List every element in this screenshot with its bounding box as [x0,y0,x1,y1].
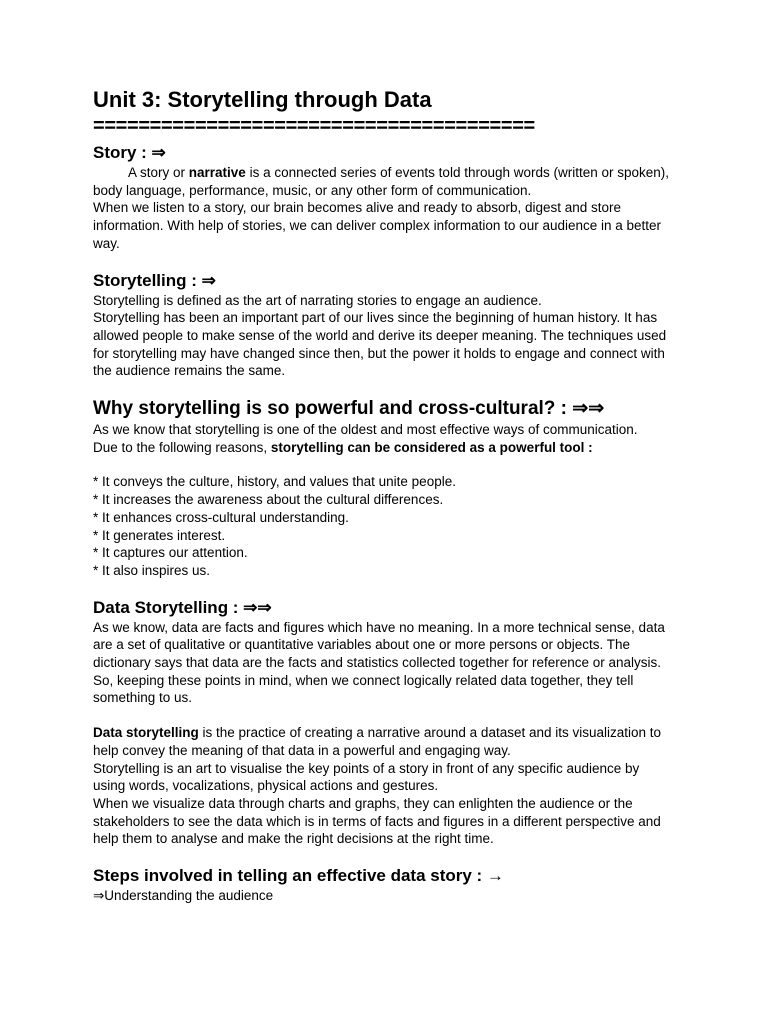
data-story-paragraph-1: As we know, data are facts and figures which have no meaning. In a more technical sense, data are a set of qualitative or quantitative variables about one or more persons or objects. The dictionary says that data are the facts and statistics collected together for reference or analysis. [93,619,665,671]
story-p1-text: A story or [128,165,189,180]
why-p2-text: Due to the following reasons, [93,439,271,455]
section-why [93,421,673,580]
list-item: * It captures our attention. [93,545,248,561]
page-title: Unit 3: Storytelling through Data [93,87,432,112]
data-story-p3-text: is the practice of creating a narrative around a dataset and its visualization to help convey the meaning of that data in a powerful and engaging way. [93,725,662,758]
section-steps [93,887,673,905]
steps-item-1: ⇒Understanding the audience [93,888,274,904]
heading-data-storytelling: Data Storytelling : ⇒⇒ [93,597,272,617]
why-p2-bold: storytelling can be considered as a powerful tool : [270,439,593,455]
list-item: * It generates interest. [93,527,226,543]
list-item: * It conveys the culture, history, and values that unite people. [93,474,456,490]
data-story-paragraph-4: Storytelling is an art to visualise the key points of a story in front of any specific audience by using words, vocalizations, physical actions and gestures. [93,760,640,794]
story-paragraph-1 [93,164,673,199]
title-underline: ======================================= [93,115,535,137]
list-item: * It increases the awareness about the cultural differences. [93,492,444,508]
section-data-storytelling [93,619,673,848]
list-item: * It also inspires us. [93,562,211,578]
heading-storytelling: Storytelling : ⇒ [93,270,216,290]
why-paragraph-1: As we know that storytelling is one of the oldest and most effective ways of communication. [93,422,638,438]
heading-steps: Steps involved in telling an effective data story : → [93,866,504,886]
data-story-paragraph-5: When we visualize data through charts and graphs, they can enlighten the audience or the stakeholders to see the data which is in terms of facts and figures in a different perspective and help them to analyse and make the right decisions at the right time. [93,795,661,847]
heading-why-storytelling: Why storytelling is so powerful and cross-cultural? : ⇒⇒ [93,398,605,420]
storytelling-paragraph-2: Storytelling has been an important part of our lives since the beginning of human history. It has allowed people to make sense of the world and derive its deeper meaning. The techniques used for storytelling may have changed since then, but the power it holds to engage and connect with the audience remains the same. [93,310,667,379]
why-paragraph-2 [93,439,673,457]
story-paragraph-2: When we listen to a story, our brain becomes alive and ready to absorb, digest and store information. With help of stories, we can deliver complex information to our audience in a better way. [93,200,662,251]
section-story [93,164,673,253]
data-story-paragraph-2: So, keeping these points in mind, when we connect logically related data together, they tell something to us. [93,672,634,706]
story-p1-bold: narrative [188,165,246,180]
heading-story: Story : ⇒ [93,143,166,162]
storytelling-paragraph-1: Storytelling is defined as the art of narrating stories to engage an audience. [93,292,542,308]
section-storytelling [93,292,673,381]
data-story-p3-bold: Data storytelling [93,725,199,741]
data-story-paragraph-3 [93,724,673,759]
story-p1-text-end: is a connected series of events told through words (written or spoken), body language, performance, music, or any other form of communication. [93,165,670,198]
list-item: * It enhances cross-cultural understanding. [93,509,349,525]
